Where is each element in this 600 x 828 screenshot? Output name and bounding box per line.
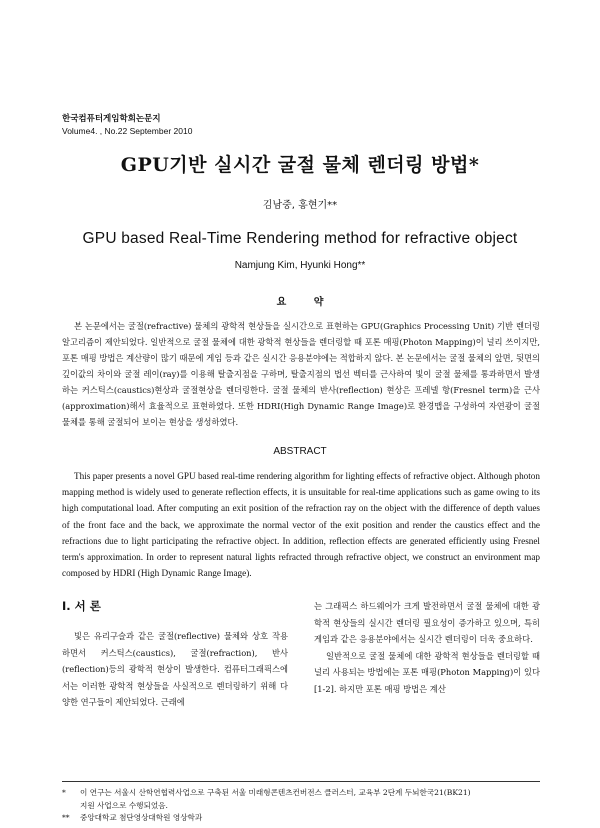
footnote-2-text: 중앙대학교 첨단영상대학원 영상학과 (80, 813, 203, 822)
intro-right-column (314, 598, 540, 698)
section-title-introduction: Ⅰ. 서 론 (62, 599, 101, 613)
abstract-english (62, 468, 540, 581)
footnote-1-text: 이 연구는 서울시 산학연협력사업으로 구축된 서울 미래형콘텐츠컨버전스 클러스터, 교육부 2단계 두뇌한국21(BK21) (80, 788, 471, 797)
journal-header (62, 113, 192, 137)
footnote-2 (62, 812, 540, 825)
intro-paragraph-1: 빛은 유리구슬과 같은 굴절(reflective) 물체와 상호 작용하면서 커스틱스(caustics), 굴절(refraction), 반사(reflection)등의 광학적 현상이 발생한다. 컴퓨터그래픽스에서는 이러한 광학적 현상들을 사실적으로 렌더링하기 위해 다양한 연구들이 제안되었다. 근래에 (62, 631, 288, 707)
title-english: GPU based Real-Time Rendering method for refractive object (82, 230, 518, 247)
abstract-english-heading: ABSTRACT (273, 446, 327, 457)
journal-name: 한국컴퓨터게임학회논문지 (62, 114, 161, 124)
footnote-1-mark: * (62, 788, 66, 797)
abstract-korean-text: 본 논문에서는 굴절(refractive) 물체의 광학적 현상들을 실시간으로 표현하는 GPU(Graphics Processing Unit) 기반 렌더링 알고리즘이 제안되었다. 일반적으로 굴절 물체에 대한 광학적 현상들을 렌더링할 때 포톤 매핑(Photon Mapping)이 널리 쓰이지만, 포톤 매핑 방법은 계산량이 많기 때문에 게임 등과 같은 실시간 응용분야에는 적합하지 않다. 본 논문에서는 굴절 물체의 앞면, 뒷면의 깊이값의 차이와 굴절 레이(ray)를 이용해 탈출지점을 구하며, 탈출지점의 법선 벡터를 근사하여 빛이 굴절 물체를 통과하면서 발생하는 커스틱스(caustics)현상과 굴절현상을 렌더링한다. 굴절 물체의 반사(reflection) 현상은 프레넬 항(Fresnel term)을 근사(approximation)해서 효율적으로 표현하였다. 또한 HDRI(High Dynamic Range Image)로 환경맵을 구성하여 자연광이 굴절 물체를 통해 굴절되어 보이는 현상을 생성하였다. (62, 321, 540, 427)
footnote-1 (62, 787, 540, 800)
title-korean: GPU기반 실시간 굴절 물체 렌더링 방법* (120, 154, 480, 176)
footnote-1-text-continued: 지원 사업으로 수행되었음. (80, 800, 168, 810)
footnote-divider (62, 781, 540, 782)
intro-paragraph-2: 일반적으로 굴절 물체에 대한 광학적 현상들을 렌더링할 때 널리 사용되는 방법에는 포톤 매핑(Photon Mapping)이 있다[1-2]. 하지만 포톤 매핑 방법은 계산 (314, 650, 540, 694)
footnote-2-mark: ** (62, 813, 70, 822)
authors-english: Namjung Kim, Hyunki Hong** (234, 260, 366, 271)
abstract-korean-heading: 요 약 (276, 297, 336, 308)
intro-left-column (62, 628, 288, 711)
footnotes (62, 787, 540, 825)
authors-korean: 김남중, 홍현기** (262, 200, 338, 211)
intro-paragraph-1-continued: 는 그래픽스 하드웨어가 크게 발전하면서 굴절 물체에 대한 광학적 현상들의 실시간 렌더링 필요성이 증가하고 있으며, 특히 게임과 같은 응용분야에서는 실시간 렌더링이 더욱 중요하다. (314, 601, 540, 645)
abstract-korean (62, 318, 540, 430)
journal-volume: Volume4. , No.22 September 2010 (62, 126, 193, 136)
abstract-english-text: This paper presents a novel GPU based real-time rendering algorithm for lighting effects of refractive object. Although photon mapping method is widely used to generate reflection effects, it is unsuitable for real-time applications such as game owing to its high computational load. After computing an exit position of the refraction ray on the object with the difference of depth values of the front face and the back, we approximate the normal vector of the exit position and render the caustics effect and the refractions due to light participating the refractive object. In addition, reflection effects are generated efficiently using Fresnel term's approximation. In order to represent natural lights refracted through refractive object, we construct an environment map composed by HDRI (High Dynamic Range Image). (62, 471, 540, 579)
